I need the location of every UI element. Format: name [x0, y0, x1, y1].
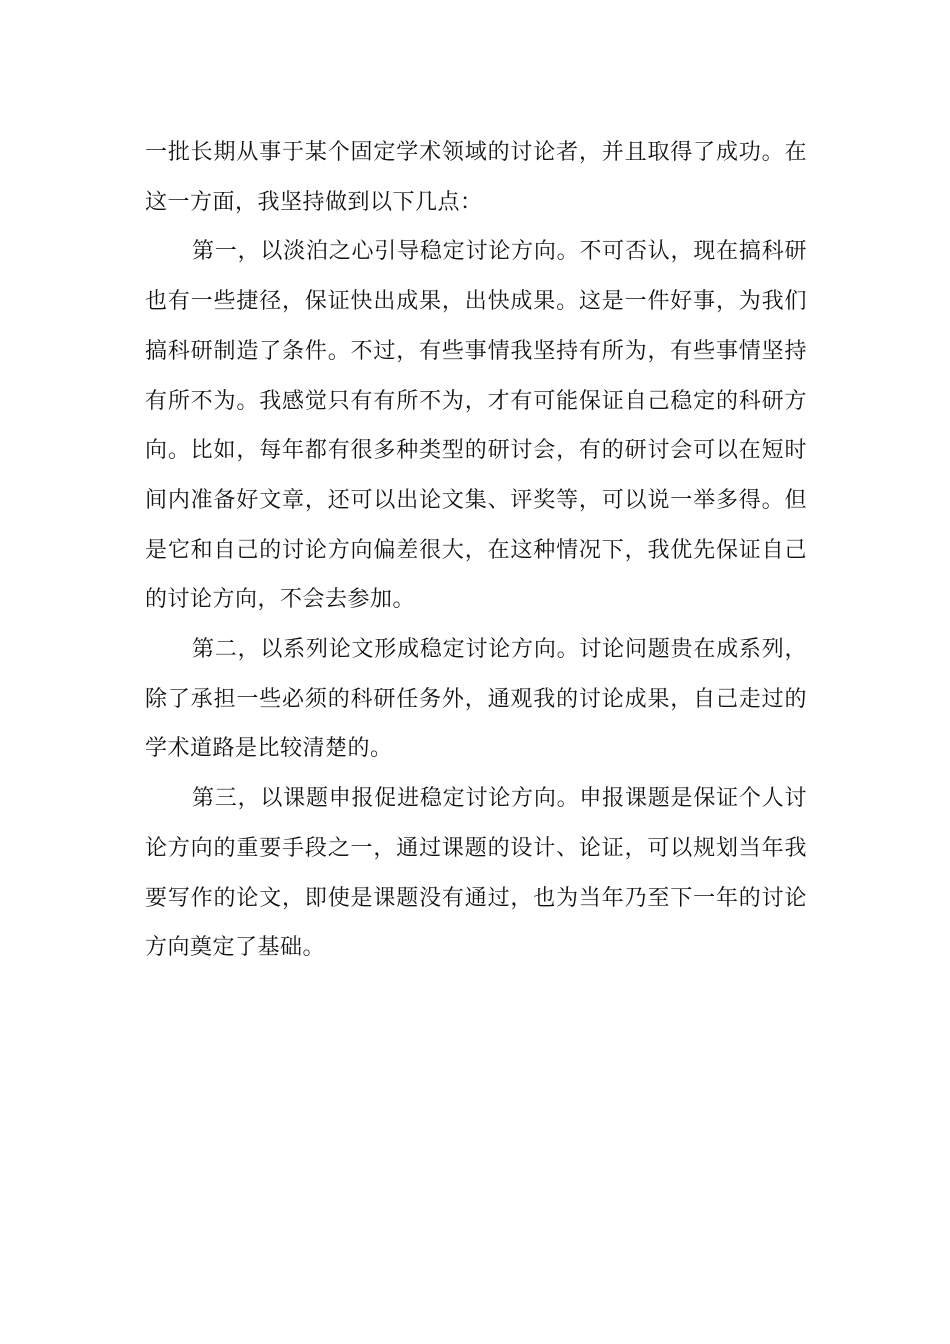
paragraph-point-two: 第二，以系列论文形成稳定讨论方向。讨论问题贵在成系列，除了承担一些必须的科研任务外，通观我的讨论成果，自己走过的学术道路是比较清楚的。	[145, 637, 807, 762]
paragraph-continuation: 一批长期从事于某个固定学术领域的讨论者，并且取得了成功。在这一方面，我坚持做到以下几点：	[145, 140, 807, 215]
document-body	[145, 128, 807, 973]
paragraph-point-one: 第一，以淡泊之心引导稳定讨论方向。不可否认，现在搞科研也有一些捷径，保证快出成果，出快成果。这是一件好事，为我们搞科研制造了条件。不过，有些事情我坚持有所为，有些事情坚持有所不为。我感觉只有有所不为，才有可能保证自己稳定的科研方向。比如，每年都有很多种类型的研讨会，有的研讨会可以在短时间内准备好文章，还可以出论文集、评奖等，可以说一举多得。但是它和自己的讨论方向偏差很大，在这种情况下，我优先保证自己的讨论方向，不会去参加。	[145, 239, 807, 613]
paragraph-point-three: 第三，以课题申报促进稳定讨论方向。申报课题是保证个人讨论方向的重要手段之一，通过课题的设计、论证，可以规划当年我要写作的论文，即使是课题没有通过，也为当年乃至下一年的讨论方向奠定了基础。	[145, 786, 807, 961]
